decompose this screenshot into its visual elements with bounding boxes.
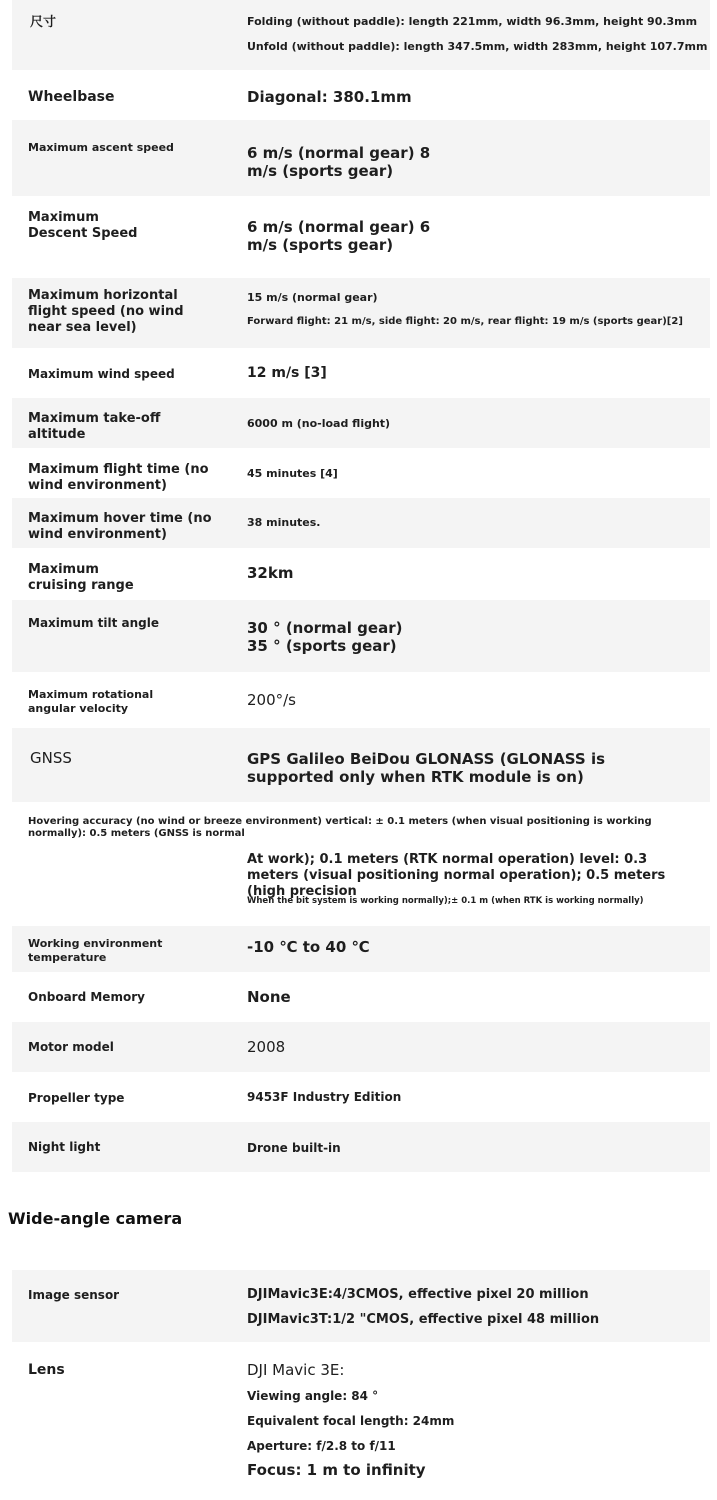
spec-value: 6 m/s (normal gear) 8 m/s (sports gear): [247, 144, 431, 180]
spec-row-hover-time: [12, 498, 710, 548]
spec-value: 45 minutes [4]: [247, 467, 338, 480]
spec-row-cruising-range: [12, 548, 710, 600]
spec-label: 尺寸: [30, 15, 57, 30]
spec-value: 200°/s: [247, 691, 296, 709]
spec-row-image-sensor: [12, 1270, 710, 1342]
spec-label: Propeller type: [28, 1091, 125, 1105]
spec-value: 32km: [247, 564, 294, 582]
spec-label: Maximum horizontal flight speed (no wind near sea level): [28, 288, 184, 335]
spec-value: -10 ℃ to 40 ℃: [247, 938, 370, 956]
spec-label: GNSS: [30, 749, 72, 767]
spec-value: 6000 m (no-load flight): [247, 417, 391, 430]
spec-label: Working environment temperature: [28, 937, 163, 964]
spec-label: Onboard Memory: [28, 990, 145, 1004]
spec-row-descent-speed: [12, 196, 710, 272]
spec-footnote: When the bit system is working normally);± 0.1 m (when RTK is working normally): [247, 896, 644, 906]
spec-value-sports: Forward flight: 21 m/s, side flight: 20 m/s, rear flight: 19 m/s (sports gear)[2]: [247, 316, 683, 327]
spec-label: Maximum cruising range: [28, 562, 134, 593]
spec-value-folded: Folding (without paddle): length 221mm, width 96.3mm, height 90.3mm: [247, 15, 698, 28]
spec-label: Maximum flight time (no wind environment): [28, 462, 209, 493]
spec-label: Image sensor: [28, 1288, 120, 1302]
spec-value-focal: Equivalent focal length: 24mm: [247, 1414, 455, 1428]
spec-label: Wheelbase: [28, 89, 115, 105]
spec-value: None: [247, 988, 291, 1006]
spec-row-night-light: [12, 1122, 710, 1172]
spec-value-line2: DJIMavic3T:1/2 "CMOS, effective pixel 48 million: [247, 1312, 600, 1327]
spec-row-motor-model: [12, 1022, 710, 1072]
spec-value: 2008: [247, 1038, 286, 1056]
spec-row-hover-accuracy: [12, 802, 710, 926]
spec-value: 6 m/s (normal gear) 6 m/s (sports gear): [247, 218, 431, 254]
spec-value-line1: DJIMavic3E:4/3CMOS, effective pixel 20 million: [247, 1287, 589, 1302]
spec-value-unfolded: Unfold (without paddle): length 347.5mm, width 283mm, height 107.7mm: [247, 40, 708, 53]
spec-label: Motor model: [28, 1040, 114, 1054]
spec-row-gnss: [12, 728, 710, 802]
spec-label: Maximum take-off altitude: [28, 411, 161, 442]
spec-row-temperature: [12, 926, 710, 972]
spec-value-normal: 15 m/s (normal gear): [247, 291, 378, 304]
spec-intro: Hovering accuracy (no wind or breeze environment) vertical: ± 0.1 meters (when visual positioning is working normally): 0.5 meters (GNSS is normal: [28, 816, 652, 839]
spec-row-flight-time: [12, 448, 710, 498]
section-title: Wide-angle camera: [8, 1209, 183, 1228]
spec-value: Drone built-in: [247, 1141, 341, 1155]
spec-row-onboard-memory: [12, 972, 710, 1022]
spec-value-sports: 35 ° (sports gear): [247, 637, 397, 655]
spec-value-focus: Focus: 1 m to infinity: [247, 1461, 426, 1479]
spec-label: Maximum Descent Speed: [28, 210, 138, 241]
spec-value-angle: Viewing angle: 84 °: [247, 1389, 379, 1403]
spec-row-wind-speed: [12, 348, 710, 398]
spec-label: Maximum ascent speed: [28, 141, 174, 154]
spec-label: Maximum rotational angular velocity: [28, 688, 154, 715]
spec-row-propeller-type: [12, 1072, 710, 1122]
spec-row-dimensions: [12, 0, 710, 70]
spec-label: Night light: [28, 1140, 101, 1154]
spec-value: 9453F Industry Edition: [247, 1090, 402, 1104]
spec-label: Lens: [28, 1362, 65, 1378]
spec-row-lens: [12, 1342, 710, 1500]
spec-value: 38 minutes.: [247, 516, 321, 529]
spec-value-model: DJI Mavic 3E:: [247, 1361, 345, 1379]
spec-value: Diagonal: 380.1mm: [247, 88, 412, 106]
spec-row-ascent-speed: [12, 120, 710, 196]
spec-label: Maximum tilt angle: [28, 616, 159, 630]
spec-row-wheelbase: [12, 70, 710, 120]
spec-row-horizontal-speed: [12, 278, 710, 348]
spec-row-altitude: [12, 398, 710, 448]
spec-value: 12 m/s [3]: [247, 365, 327, 381]
spec-label: Maximum hover time (no wind environment): [28, 511, 212, 542]
spec-value-normal: 30 ° (normal gear): [247, 619, 403, 637]
spec-label: Maximum wind speed: [28, 367, 175, 381]
spec-row-tilt-angle: [12, 600, 710, 672]
spec-row-angular-velocity: [12, 672, 710, 728]
spec-value: At work); 0.1 meters (RTK normal operation) level: 0.3 meters (visual positioning normal operation); 0.5 meters (high precision: [247, 852, 666, 899]
spec-value-aperture: Aperture: f/2.8 to f/11: [247, 1439, 396, 1453]
spec-value: GPS Galileo BeiDou GLONASS (GLONASS is supported only when RTK module is on): [247, 750, 606, 786]
